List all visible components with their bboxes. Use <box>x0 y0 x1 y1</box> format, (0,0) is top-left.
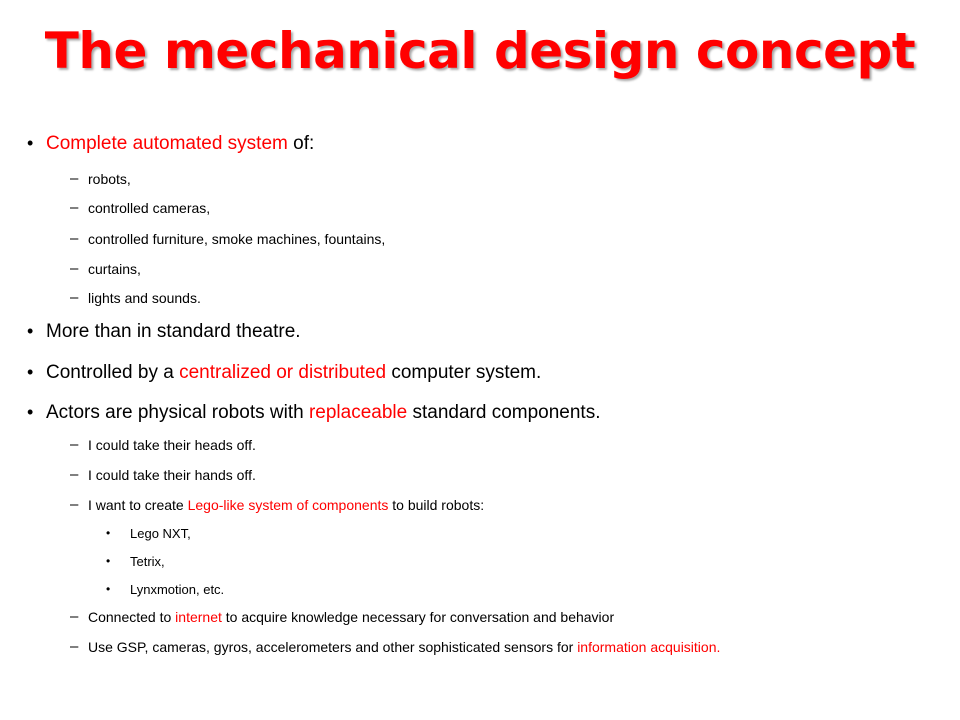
sub-sub-item-tetrix: Tetrix, <box>130 554 165 569</box>
dash-marker: – <box>70 496 79 513</box>
slide-title: The mechanical design concept <box>44 22 916 80</box>
bullet-dot: • <box>27 362 34 382</box>
sub-item-lego-like <box>88 497 484 513</box>
bullet-dot: • <box>106 526 111 540</box>
sub-sub-item-lego-nxt: Lego NXT, <box>130 526 191 541</box>
bullet-dot: • <box>27 321 34 341</box>
dash-marker: – <box>70 466 79 483</box>
bullet-text: I want to create <box>88 497 188 513</box>
sub-item-lights: lights and sounds. <box>88 290 201 306</box>
sub-item-curtains: curtains, <box>88 261 141 277</box>
bullet-dot: • <box>106 582 111 596</box>
bullet-automated-system <box>46 133 314 155</box>
dash-marker: – <box>70 436 79 453</box>
dash-marker: – <box>70 199 79 216</box>
highlight-text: information acquisition. <box>577 639 721 655</box>
sub-item-hands-off: I could take their hands off. <box>88 467 256 483</box>
highlight-text: centralized or distributed <box>179 362 387 383</box>
bullet-dot: • <box>27 402 34 422</box>
bullet-text: Actors are physical robots with <box>46 402 309 423</box>
bullet-text: Connected to <box>88 609 176 625</box>
highlight-text: Lego-like system of components <box>187 497 389 513</box>
bullet-text: of: <box>287 133 315 154</box>
bullet-text: computer system. <box>386 362 542 383</box>
dash-marker: – <box>70 608 79 625</box>
sub-item-furniture: controlled furniture, smoke machines, fountains, <box>88 231 386 247</box>
highlight-text: Complete automated system <box>46 133 288 154</box>
dash-marker: – <box>70 170 79 187</box>
bullet-text: to acquire knowledge necessary for conversation and behavior <box>221 609 615 625</box>
dash-marker: – <box>70 230 79 247</box>
bullet-text: Use GSP, cameras, gyros, accelerometers and other sophisticated sensors for <box>88 639 578 655</box>
highlight-text: replaceable <box>308 402 408 423</box>
sub-item-heads-off: I could take their heads off. <box>88 437 256 453</box>
bullet-dot: • <box>106 554 111 568</box>
bullet-text: standard components. <box>407 402 601 423</box>
sub-item-robots: robots, <box>88 171 131 187</box>
dash-marker: – <box>70 289 79 306</box>
dash-marker: – <box>70 638 79 655</box>
highlight-text: internet <box>175 609 222 625</box>
bullet-standard-theatre: More than in standard theatre. <box>46 321 301 342</box>
bullet-text: to build robots: <box>388 497 485 513</box>
sub-item-internet <box>88 609 614 625</box>
dash-marker: – <box>70 260 79 277</box>
bullet-text: Controlled by a <box>46 362 180 383</box>
bullet-dot: • <box>27 133 34 153</box>
bullet-controlled-by <box>46 362 541 384</box>
sub-item-cameras: controlled cameras, <box>88 200 211 216</box>
bullet-actors-robots <box>46 402 601 424</box>
sub-sub-item-lynxmotion: Lynxmotion, etc. <box>130 582 225 597</box>
sub-item-sensors <box>88 635 888 659</box>
